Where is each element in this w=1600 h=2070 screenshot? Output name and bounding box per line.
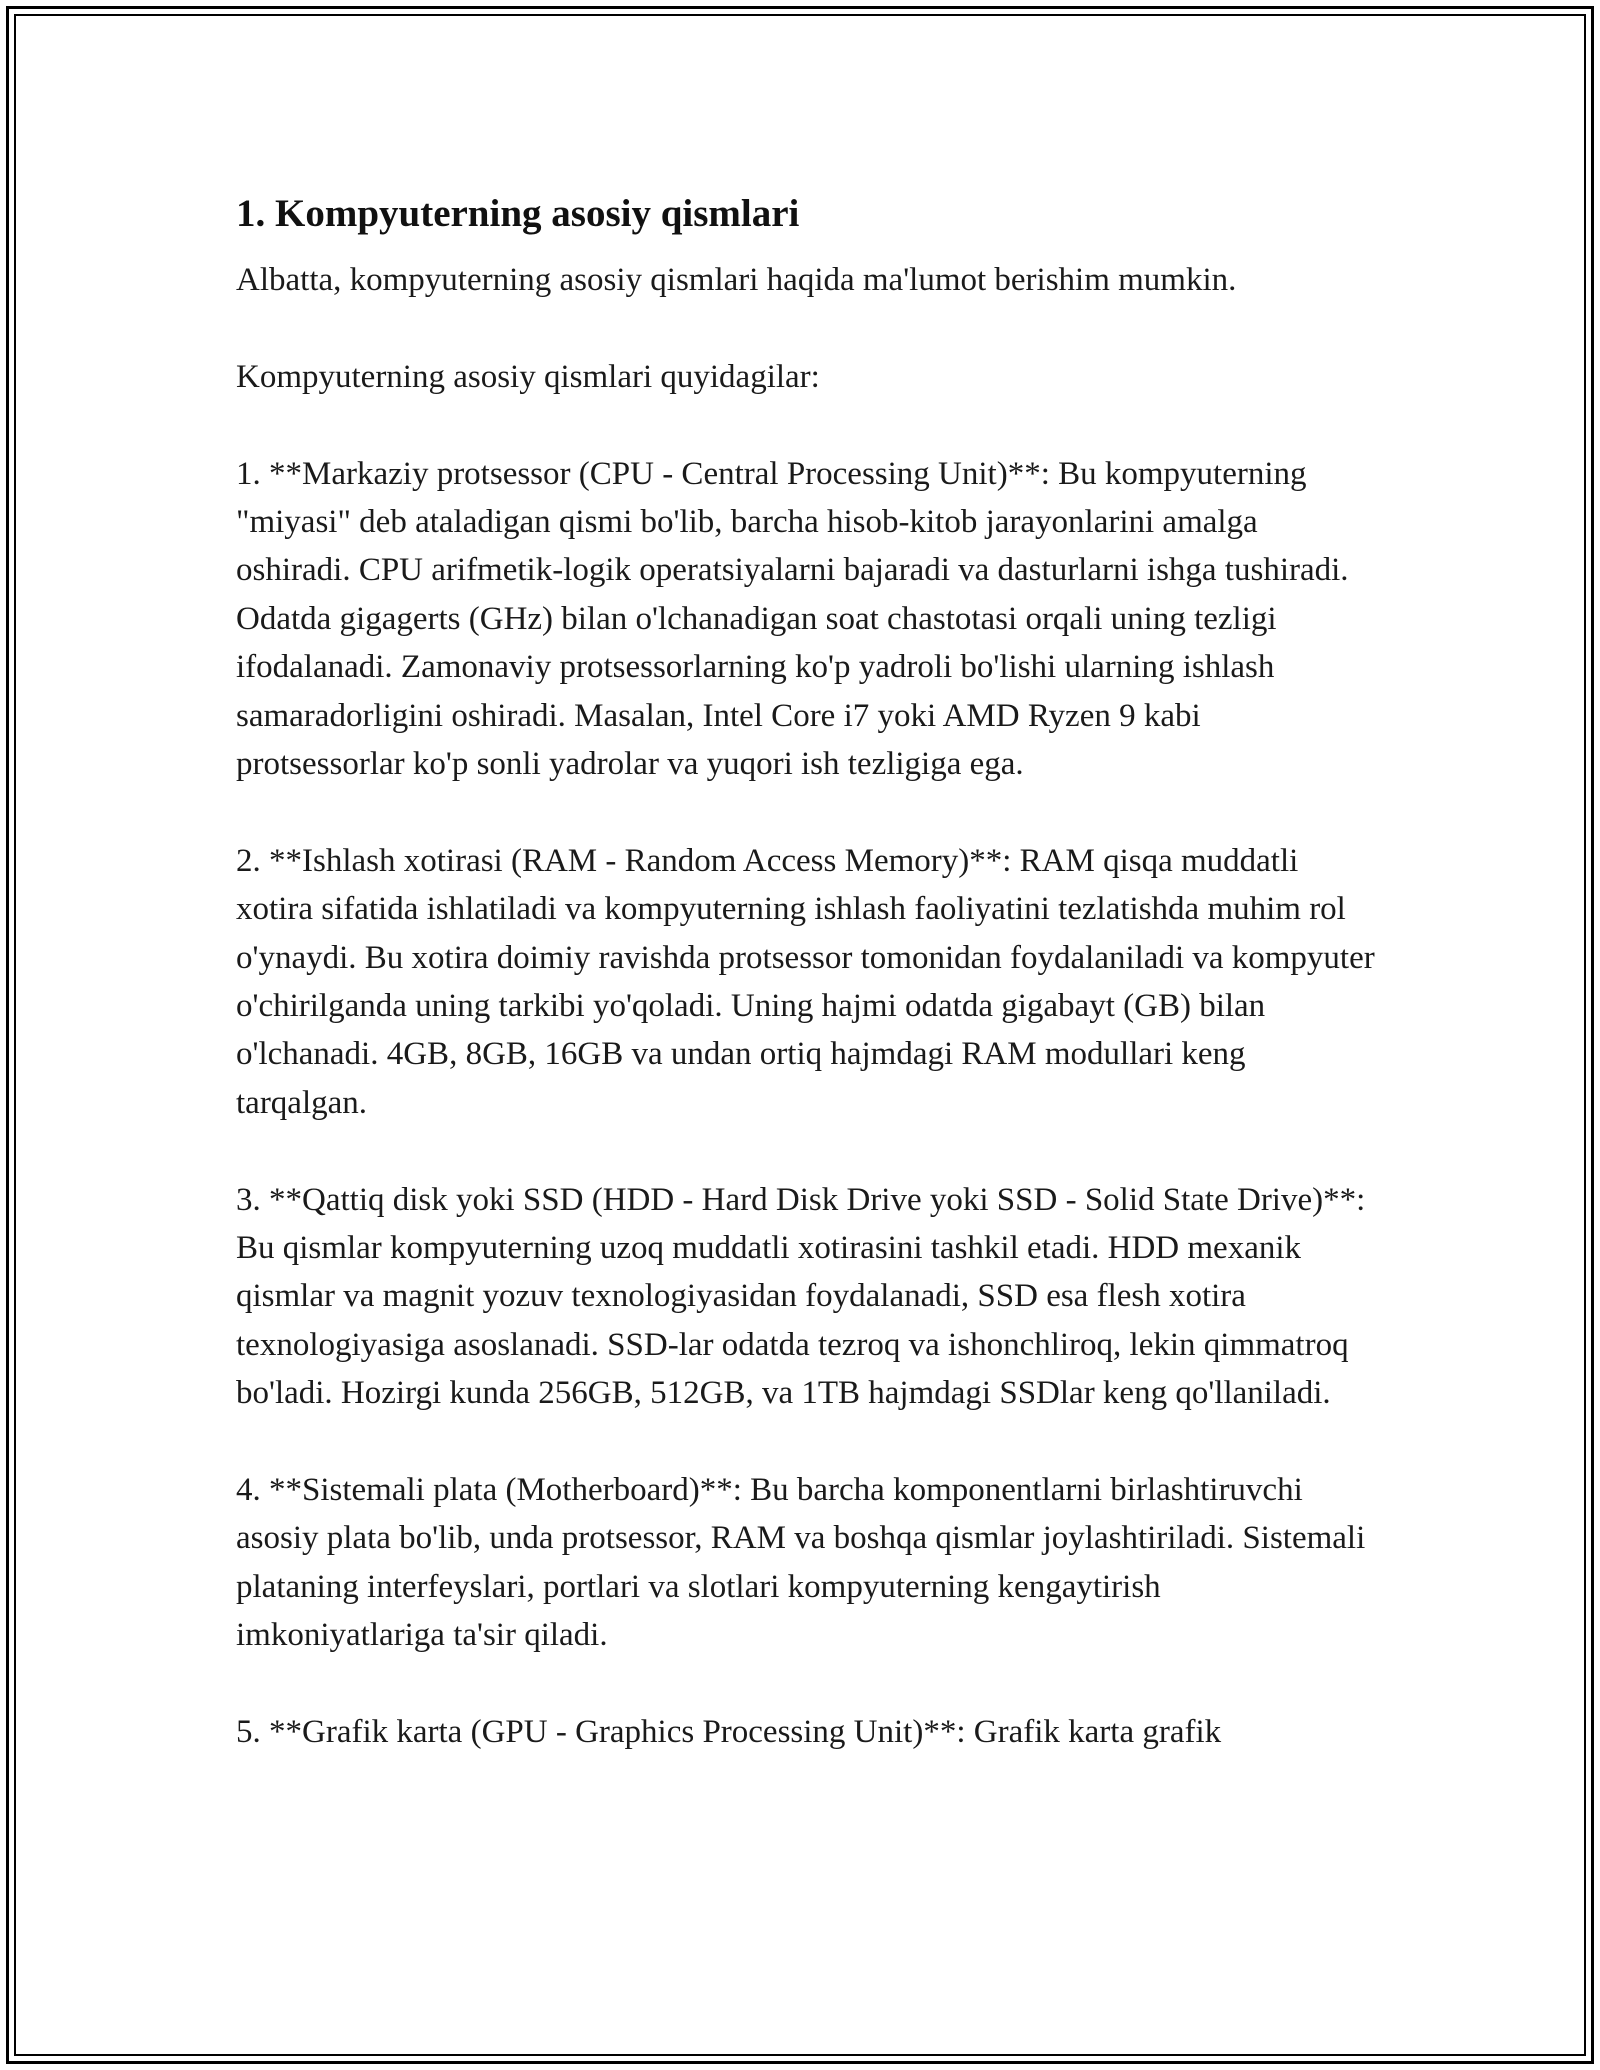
document-heading: 1. Kompyuterning asosiy qismlari bbox=[236, 192, 800, 235]
paragraph-cpu: 1. **Markaziy protsessor (CPU - Central Processing Unit)**: Bu kompyuterning "miyasi" deb ataladigan qismi bo'lib, barcha hisob-kitob jarayonlarini amalga oshiradi. CPU arifmetik-logik operatsiyalarni bajaradi va dasturlarni ishga tushiradi. Odatda gigagerts (GHz) bilan o'lchanadigan soat chastotasi orqali uning tezligi ifodalanadi. Zamonaviy protsessorlarning ko'p yadroli bo'lishi ularning ishlash samaradorligini oshiradi. Masalan, Intel Core i7 yoki AMD Ryzen 9 kabi protsessorlar ko'p sonli yadrolar va yuqori ish tezligiga ega. bbox=[236, 455, 1357, 783]
document-body bbox=[236, 188, 1383, 1757]
paragraph-motherboard: 4. **Sistemali plata (Motherboard)**: Bu barcha komponentlarni birlashtiruvchi asosiy plata bo'lib, unda protsessor, RAM va boshqa qismlar joylashtiriladi. Sistemali plataning interfeyslari, portlari va slotlari kompyuterning kengaytirish imkoniyatlariga ta'sir qiladi. bbox=[236, 1472, 1374, 1654]
paragraph-storage: 3. **Qattiq disk yoki SSD (HDD - Hard Disk Drive yoki SSD - Solid State Drive)**: Bu qismlar kompyuterning uzoq muddatli xotirasini tashkil etadi. HDD mexanik qismlar va magnit yozuv texnologiyasidan foydalanadi, SSD esa flesh xotira texnologiyasiga asoslanadi. SSD-lar odatda tezroq va ishonchliroq, lekin qimmatroq bo'ladi. Hozirgi kunda 256GB, 512GB, va 1TB hajmdagi SSDlar keng qo'llaniladi. bbox=[236, 1181, 1374, 1412]
paragraph-gpu: 5. **Grafik karta (GPU - Graphics Processing Unit)**: Grafik karta grafik bbox=[236, 1714, 1222, 1751]
paragraph-list-intro: Kompyuterning asosiy qismlari quyidagilar: bbox=[236, 358, 820, 395]
paragraph-intro: Albatta, kompyuterning asosiy qismlari haqida ma'lumot berishim mumkin. bbox=[236, 262, 1237, 298]
paragraph-ram: 2. **Ishlash xotirasi (RAM - Random Access Memory)**: RAM qisqa muddatli xotira sifatida ishlatiladi va kompyuterning ishlash faoliyatini tezlatishda muhim rol o'ynaydi. Bu xotira doimiy ravishda protsessor tomonidan foydalaniladi va kompyuter o'chirilganda uning tarkibi yo'qoladi. Uning hajmi odatda gigabayt (GB) bilan o'lchanadi. 4GB, 8GB, 16GB va undan ortiq hajmdagi RAM modullari keng tarqalgan. bbox=[236, 842, 1383, 1121]
